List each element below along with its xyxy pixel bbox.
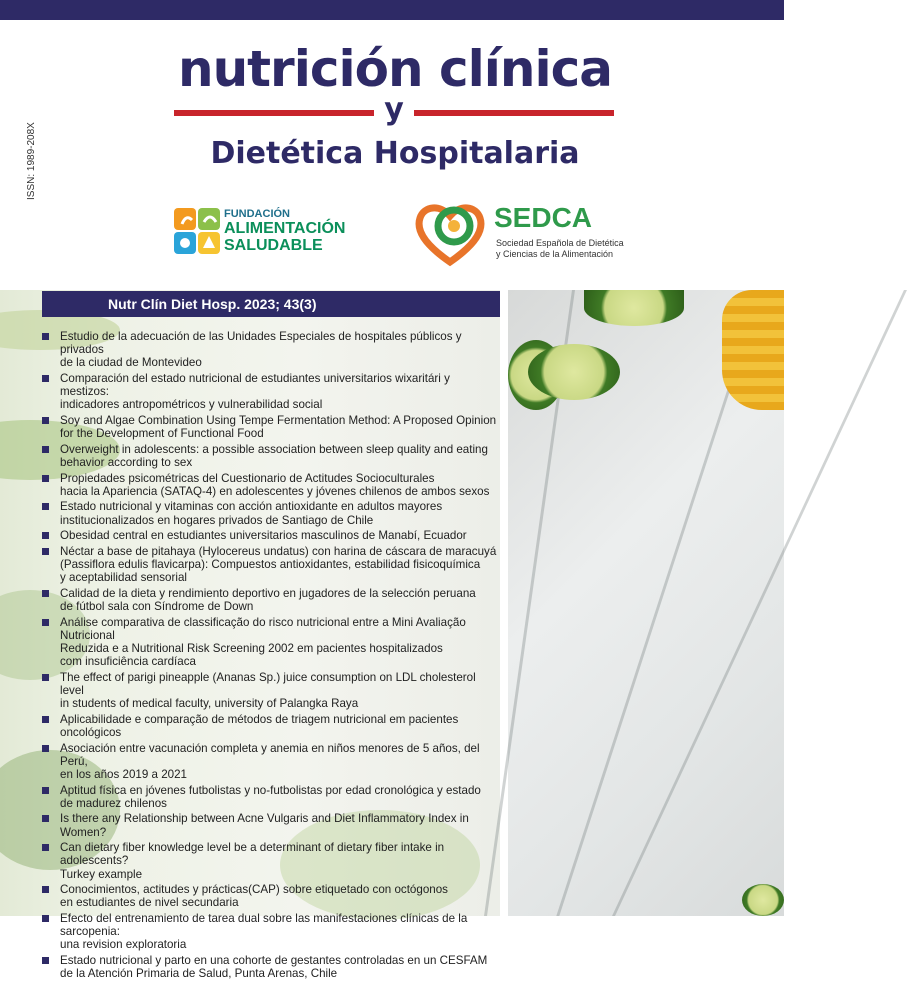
list-item: Análise comparativa de classificação do risco nutricional entre a Mini Avaliação Nutricional Reduzida e a Nutritional Risk Screening 2002 em pacientes hospitalizados com insuficiência cardíaca: [42, 616, 498, 669]
cucumber-slice: [742, 884, 784, 916]
bullet-icon: [42, 417, 49, 424]
sedca-name: SEDCA: [494, 202, 593, 233]
list-item: Asociación entre vacunación completa y anemia en niños menores de 5 años, del Perú, en los años 2019 a 2021: [42, 742, 498, 782]
list-item: Aptitud física en jóvenes futbolistas y no-futbolistas por edad cronológica y estado de madurez chilenos: [42, 784, 498, 810]
cucumber-slice: [584, 290, 684, 326]
bullet-icon: [42, 475, 49, 482]
list-item: Propiedades psicométricas del Cuestionario de Actitudes Socioculturales hacia la Apariencia (SATAQ-4) en adolescentes y jóvenes chilenos de ambos sexos: [42, 472, 498, 498]
bullet-icon: [42, 815, 49, 822]
list-item: Conocimientos, actitudes y prácticas(CAP) sobre etiquetado con octógonos en estudiantes de nivel secundaria: [42, 883, 498, 909]
bullet-icon: [42, 886, 49, 893]
fas-label-line2: SALUDABLE: [224, 237, 323, 254]
fundacion-alimentacion-saludable-logo: [172, 206, 346, 262]
journal-title-sub: Dietética Hospitalaria: [210, 136, 580, 171]
title-connector-row: [174, 92, 614, 128]
bullet-icon: [42, 446, 49, 453]
list-item: Is there any Relationship between Acne Vulgaris and Diet Inflammatory Index in Women?: [42, 812, 498, 838]
bullet-icon: [42, 619, 49, 626]
list-item: Comparación del estado nutricional de estudiantes universitarios wixaritári y mestizos: indicadores antropométricos y vulnerabilidad social: [42, 372, 498, 412]
list-item: Néctar a base de pitahaya (Hylocereus undatus) con harina de cáscara de maracuyá (Passiflora edulis flavicarpa): Compuestos antioxidantes, estabilidad fisicoquímica y aceptabilidad sensorial: [42, 545, 498, 585]
journal-issue-banner: Nutr Clín Diet Hosp. 2023; 43(3): [42, 291, 500, 317]
list-item: Estado nutricional y vitaminas con acción antioxidante en adultos mayores institucionalizados en hogares privados de Santiago de Chile: [42, 500, 498, 526]
list-item: Obesidad central en estudiantes universitarios masculinos de Manabí, Ecuador: [42, 529, 498, 542]
bullet-icon: [42, 333, 49, 340]
bullet-icon: [42, 532, 49, 539]
bullet-icon: [42, 674, 49, 681]
cucumber-slice: [528, 344, 620, 400]
fas-label-line1: ALIMENTACIÓN: [224, 220, 346, 237]
bullet-icon: [42, 375, 49, 382]
top-color-bar: [0, 0, 784, 20]
bullet-icon: [42, 844, 49, 851]
red-rule-left: [174, 110, 374, 116]
list-item: Estado nutricional y parto en una cohorte de gestantes controladas en un CESFAM de la Atención Primaria de Salud, Punta Arenas, Chile: [42, 954, 498, 980]
corn-cob: [722, 290, 784, 410]
bullet-icon: [42, 745, 49, 752]
bullet-icon: [42, 957, 49, 964]
bullet-icon: [42, 590, 49, 597]
article-list: [42, 330, 498, 983]
fas-emblem-icon: [172, 206, 222, 256]
sedca-desc-line2: y Ciencias de la Alimentación: [496, 249, 614, 259]
sedca-logo: [414, 196, 634, 268]
bullet-icon: [42, 787, 49, 794]
title-connector: y: [384, 92, 404, 127]
journal-title-main: nutrición clínica: [177, 40, 613, 98]
issn-label: ISSN: 1989-208X: [26, 122, 37, 200]
list-item: Overweight in adolescents: a possible association between sleep quality and eating behavior according to sex: [42, 443, 498, 469]
list-item: Soy and Algae Combination Using Tempe Fermentation Method: A Proposed Opinion for the Development of Functional Food: [42, 414, 498, 440]
bullet-icon: [42, 503, 49, 510]
list-item: Aplicabilidade e comparação de métodos de triagem nutricional em pacientes oncológicos: [42, 713, 498, 739]
list-item: The effect of parigi pineapple (Ananas Sp.) juice consumption on LDL cholesterol level in students of medical faculty, university of Palangka Raya: [42, 671, 498, 711]
list-item: Efecto del entrenamiento de tarea dual sobre las manifestaciones clínicas de la sarcopenia: una revision exploratoria: [42, 912, 498, 952]
sedca-desc-line1: Sociedad Española de Dietética: [496, 238, 624, 248]
sedca-description: [496, 238, 624, 260]
bullet-icon: [42, 548, 49, 555]
list-item: Estudio de la adecuación de las Unidades Especiales de hospitales públicos y privados de la ciudad de Montevideo: [42, 330, 498, 370]
sedca-heart-icon: [414, 196, 486, 268]
bullet-icon: [42, 915, 49, 922]
list-item: Calidad de la dieta y rendimiento deportivo en jugadores de la selección peruana de fútbol sala con Síndrome de Down: [42, 587, 498, 613]
bullet-icon: [42, 716, 49, 723]
list-item: Can dietary fiber knowledge level be a determinant of dietary fiber intake in adolescents? Turkey example: [42, 841, 498, 881]
fas-label-small: FUNDACIÓN: [224, 208, 290, 220]
red-rule-right: [414, 110, 614, 116]
